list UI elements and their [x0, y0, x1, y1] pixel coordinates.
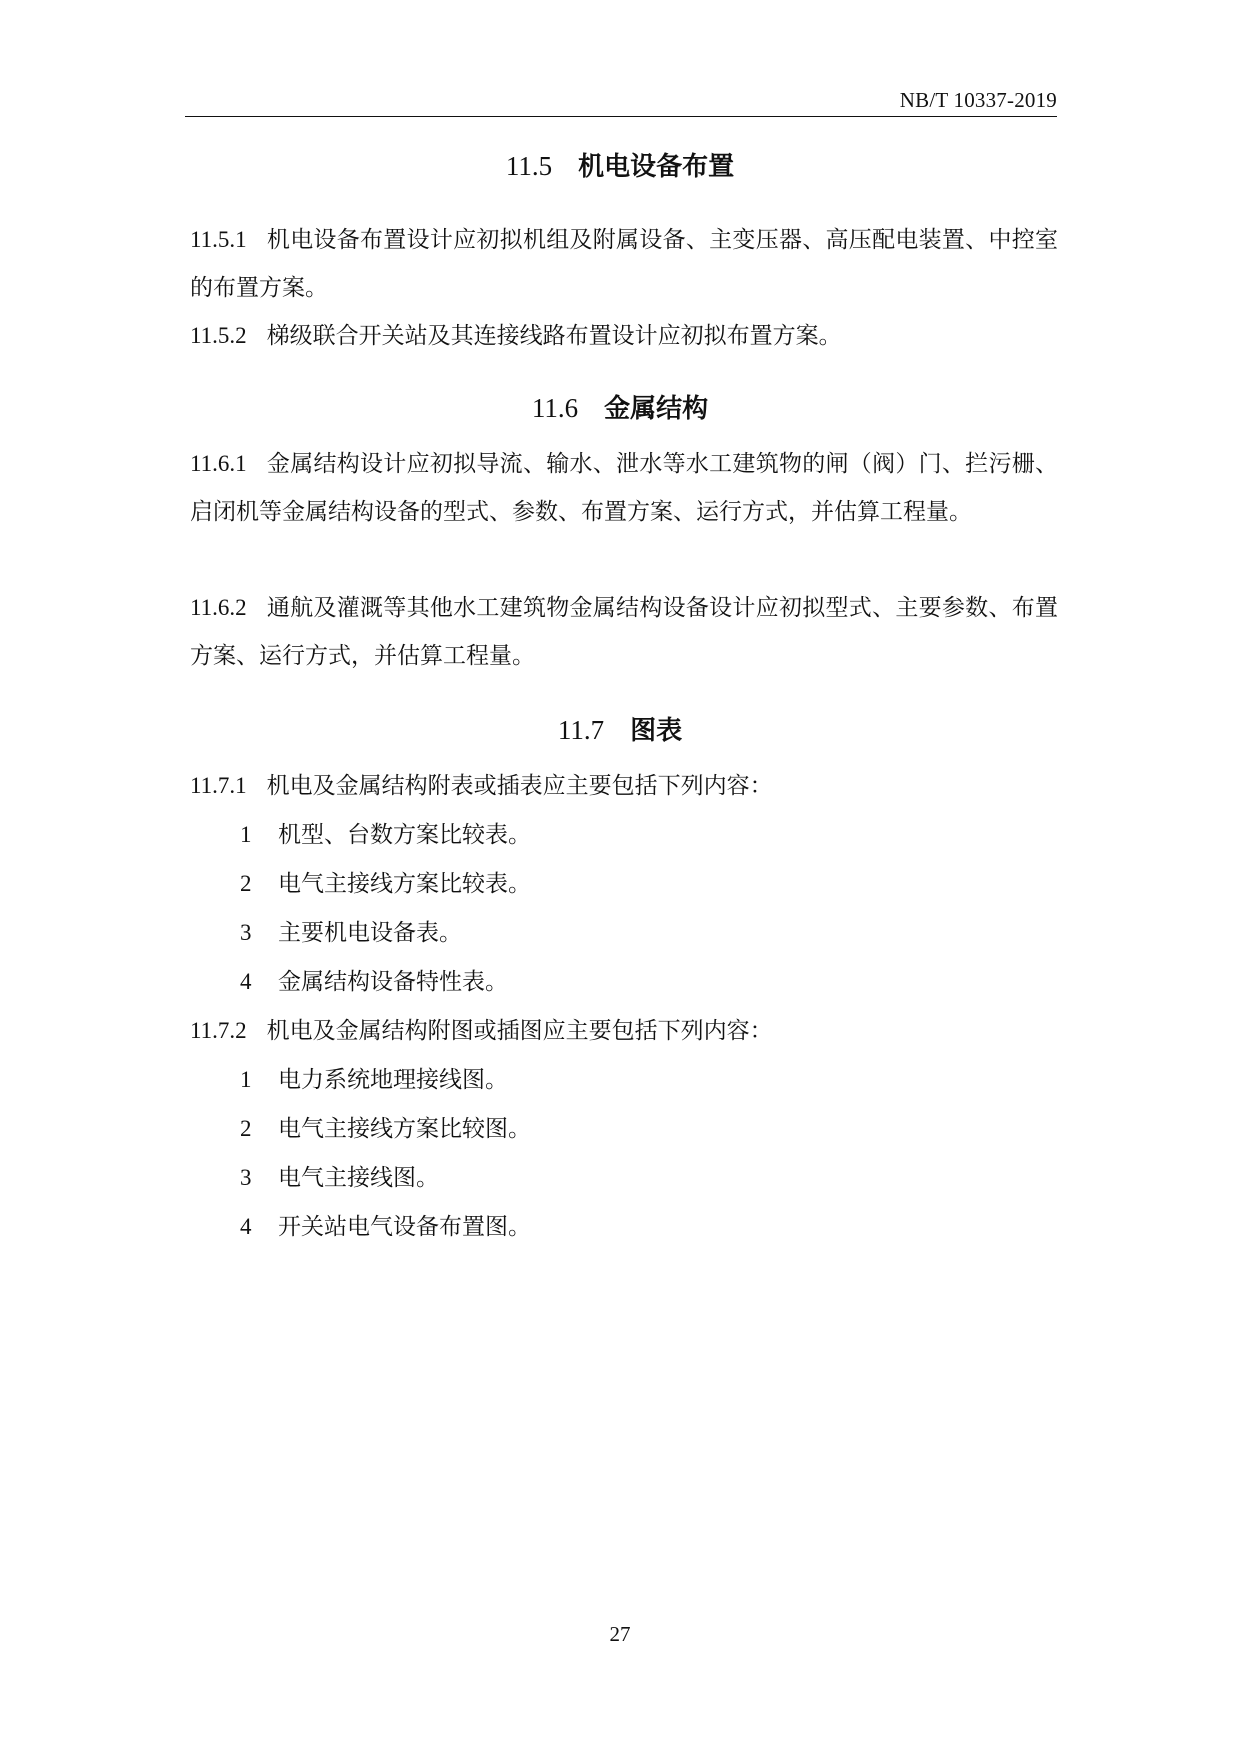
- list-item: [240, 1154, 439, 1202]
- item-text: 机型、台数方案比较表。: [278, 822, 531, 848]
- item-text: 金属结构设备特性表。: [278, 969, 508, 995]
- section-title: 机电设备布置: [578, 152, 735, 182]
- item-text: 主要机电设备表。: [278, 920, 462, 946]
- clause-text: 金属结构设计应初拟导流、输水、泄水等水工建筑物的闸（阀）门、拦污栅、启闭机等金属结构设备的型式、参数、布置方案、运行方式，并估算工程量。: [190, 451, 1058, 525]
- section-number: 11.7: [557, 715, 605, 745]
- section-heading-11-6: [0, 388, 1240, 425]
- item-number: 3: [240, 920, 252, 945]
- section-heading-11-7: [0, 710, 1240, 747]
- clause-11-5-1: [190, 216, 1058, 312]
- item-number: 2: [240, 1116, 252, 1141]
- list-item: [240, 860, 531, 908]
- section-heading-11-5: [0, 146, 1240, 183]
- clause-number: 11.6.2: [190, 595, 247, 620]
- clause-11-6-2: [190, 584, 1058, 680]
- page-number: 27: [609, 1622, 631, 1646]
- clause-number: 11.7.2: [190, 1018, 247, 1043]
- section-number: 11.5: [505, 151, 553, 181]
- header-rule: [185, 116, 1057, 117]
- standard-code: NB/T 10337-2019: [899, 88, 1057, 112]
- item-number: 4: [240, 969, 252, 994]
- item-text: 开关站电气设备布置图。: [278, 1214, 531, 1240]
- item-number: 1: [240, 822, 252, 847]
- list-item: [240, 811, 531, 859]
- clause-11-7-2: [190, 1007, 1058, 1055]
- clause-number: 11.5.2: [190, 323, 247, 348]
- clause-11-7-1: [190, 762, 1058, 810]
- list-item: [240, 909, 462, 957]
- list-item: [240, 1056, 508, 1104]
- item-text: 电气主接线方案比较表。: [278, 871, 531, 897]
- clause-number: 11.7.1: [190, 773, 247, 798]
- clause-11-6-1: [190, 440, 1058, 536]
- item-number: 1: [240, 1067, 252, 1092]
- item-text: 电气主接线图。: [278, 1165, 439, 1191]
- list-item: [240, 958, 508, 1006]
- item-number: 2: [240, 871, 252, 896]
- clause-number: 11.6.1: [190, 451, 247, 476]
- item-text: 电气主接线方案比较图。: [278, 1116, 531, 1142]
- clause-text: 梯级联合开关站及其连接线路布置设计应初拟布置方案。: [266, 323, 842, 349]
- list-item: [240, 1203, 531, 1251]
- item-text: 电力系统地理接线图。: [278, 1067, 508, 1093]
- section-title: 金属结构: [604, 394, 709, 424]
- clause-text: 通航及灌溉等其他水工建筑物金属结构设备设计应初拟型式、主要参数、布置方案、运行方式，并估算工程量。: [190, 595, 1058, 669]
- clause-text: 机电及金属结构附图或插图应主要包括下列内容：: [266, 1018, 773, 1044]
- clause-text: 机电及金属结构附表或插表应主要包括下列内容：: [266, 773, 773, 799]
- list-item: [240, 1105, 531, 1153]
- section-title: 图表: [630, 716, 683, 746]
- clause-11-5-2: [190, 312, 1058, 360]
- clause-number: 11.5.1: [190, 227, 247, 252]
- clause-text: 机电设备布置设计应初拟机组及附属设备、主变压器、高压配电装置、中控室的布置方案。: [190, 227, 1058, 301]
- section-number: 11.6: [531, 393, 579, 423]
- item-number: 3: [240, 1165, 252, 1190]
- item-number: 4: [240, 1214, 252, 1239]
